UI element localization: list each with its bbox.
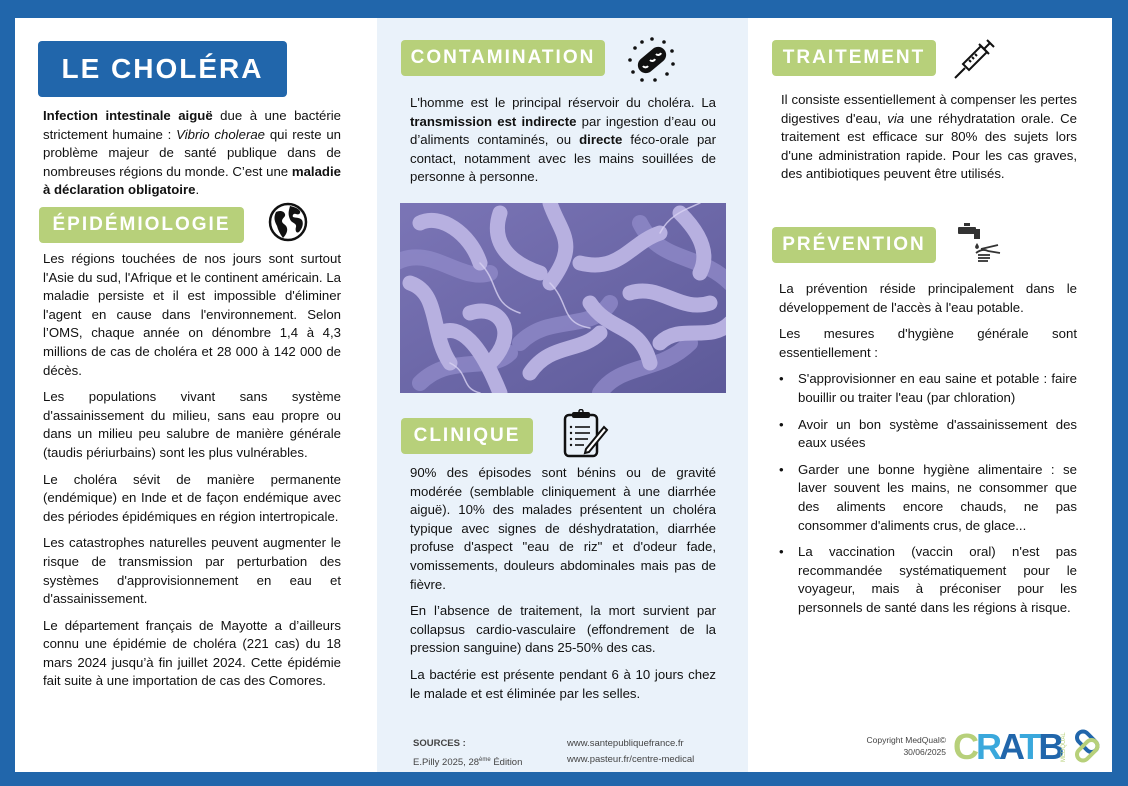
clipboard-icon <box>562 409 610 459</box>
middle-column <box>377 18 748 772</box>
clinique-paragraph: La bactérie est présente pendant 6 à 10 jours chez le malade et est éliminée par les selles. <box>410 666 716 701</box>
logo-sub: MEDQUAL <box>1061 732 1067 762</box>
source-link[interactable]: www.pasteur.fr/centre-medical <box>567 754 695 765</box>
intro-text-3: . <box>195 182 200 198</box>
prevention-text <box>779 280 1077 626</box>
sources-book <box>413 752 522 771</box>
page-title: LE CHOLÉRA <box>38 41 287 97</box>
left-column <box>15 18 377 772</box>
logo-text: CRATB <box>953 726 1062 766</box>
traitement-text-1: Il consiste essentiellement à compenser les pertes digestives d'eau, <box>781 92 1077 126</box>
intro-text-2: qui reste un problème majeur de santé publique dans de nombreuses régions du monde. C’est une <box>43 126 342 179</box>
contamination-text-3: féco-orale par contact, notamment avec les mains souillées de personne à personne. <box>410 132 717 185</box>
clinique-text <box>410 464 716 711</box>
source-links <box>567 736 694 768</box>
clinique-paragraph: En l’absence de traitement, la mort survient par collapsus cardio-vasculaire (effondrement de la pression sanguine) dans 25-50% des cas. <box>410 603 716 656</box>
contamination-bold-1: transmission est indirecte <box>410 113 577 129</box>
traitement-italic: via <box>887 110 905 126</box>
epidemiology-heading: ÉPIDÉMIOLOGIE <box>39 207 244 243</box>
epidemiology-paragraph: Le choléra sévit de manière permanente (endémique) en Inde et de façon endémique avec des périodes épidémiques en région intertropicale. <box>43 471 341 524</box>
copyright-block <box>836 734 946 758</box>
traitement-heading: TRAITEMENT <box>772 40 936 76</box>
clinique-heading: CLINIQUE <box>401 418 533 454</box>
logo-knot-icon <box>1075 729 1100 763</box>
copyright-text: Copyright MedQual© <box>866 735 946 745</box>
epidemiology-paragraph: Le département français de Mayotte a d’ailleurs connu une épidémie de choléra (221 cas) du 18 mars 2024 jusqu’à fin juillet 2024. Cette épidémie fait suite à une importation de cas des Comores. <box>43 617 341 689</box>
prevention-heading: PRÉVENTION <box>772 227 936 263</box>
intro-text <box>43 107 341 208</box>
contamination-text-1: L'homme est le principal réservoir du choléra. La <box>410 95 716 110</box>
species-name: Vibrio cholerae <box>176 126 266 142</box>
traitement-text <box>781 91 1077 192</box>
intro-text-1: due à une bactérie strictement humaine : <box>43 108 341 142</box>
epidemiology-text <box>43 250 341 699</box>
contamination-bold-2: directe <box>579 132 623 148</box>
copyright-date: 30/06/2025 <box>903 747 946 757</box>
bacteria-image <box>400 203 726 393</box>
book-edition: Édition <box>490 757 523 769</box>
brochure-page <box>15 18 1112 772</box>
syringe-icon <box>953 38 997 80</box>
source-link[interactable]: www.santepubliquefrance.fr <box>567 738 684 749</box>
prevention-paragraph: Les mesures d'hygiène générale sont essentiellement : <box>779 326 1077 360</box>
cratb-logo <box>953 726 1103 766</box>
list-item: • Avoir un bon système d'assainissement des eaux usées <box>779 416 1077 453</box>
contamination-text-2: par ingestion d’eau ou d’aliments contaminés, ou <box>410 113 716 148</box>
list-item: • Garder une bonne hygiène alimentaire : se laver souvent les mains, ne consommer que des aliments encore chauds, ne pas consommer d'aliments crus, de glace... <box>779 461 1077 535</box>
list-item: • La vaccination (vaccin oral) n'est pas recommandée systématiquement pour le voyageur, mais à préconiser pour les personnels de santé dans les régions à risque. <box>779 543 1077 617</box>
epidemiology-paragraph: Les catastrophes naturelles peuvent augmenter le risque de transmission par perturbation des systèmes d'approvisionnement en eau et d'assainissement. <box>43 535 341 607</box>
list-item: • S'approvisionner en eau saine et potable : faire bouillir ou traiter l'eau (par chloration) <box>779 370 1077 407</box>
bacteria-icon <box>627 36 677 84</box>
intro-bold-1: Infection intestinale aiguë <box>43 108 213 123</box>
book-edition-sup: ème <box>479 757 491 763</box>
globe-icon <box>268 202 308 242</box>
right-column <box>748 18 1112 772</box>
intro-bold-2: maladie à déclaration obligatoire <box>43 163 341 198</box>
contamination-heading: CONTAMINATION <box>401 40 605 76</box>
prevention-list <box>779 370 1077 617</box>
bacteria-illustration <box>400 203 726 393</box>
handwash-icon <box>956 221 1004 265</box>
epidemiology-paragraph: Les populations vivant sans système d'assainissement du milieu, sans eau propre ou dans un milieu peu salubre de manière générale (taudis périurbains) sont les plus vulnérables. <box>43 389 341 460</box>
sources-block <box>413 736 522 771</box>
sources-label: SOURCES : <box>413 738 466 749</box>
prevention-paragraph: La prévention réside principalement dans le développement de l'accès à l'eau potable. <box>779 281 1077 315</box>
contamination-text <box>410 94 716 195</box>
traitement-text-2: une réhydratation orale. Ce traitement est efficace sur 80% des sujets lors d'une administration rapide. Pour les cas graves, des antibiotiques peuvent être utilisés. <box>781 110 1077 182</box>
book-name: E.Pilly 2025, 28 <box>413 757 480 769</box>
epidemiology-paragraph: Les régions touchées de nos jours sont surtout l'Asie du sud, l'Afrique et le continent américain. La maladie persiste et il est impossible d'éliminer l'agent en cause dans l'environnement. Selon l’OMS, chaque année on dénombre 1,4 à 4,3 millions de cas de choléra et 28 000 à 142 000 de décès. <box>43 251 341 378</box>
clinique-paragraph: 90% des épisodes sont bénins ou de gravité modérée (semblable cliniquement à une diarrhée aiguë). 10% des malades présentent un choléra typique avec signes de déshydratation, diarrhée profuse d'aspect "eau de riz" et d'odeur fade, vomissements, douleurs abdominales mais pas de fièvre. <box>410 465 716 592</box>
